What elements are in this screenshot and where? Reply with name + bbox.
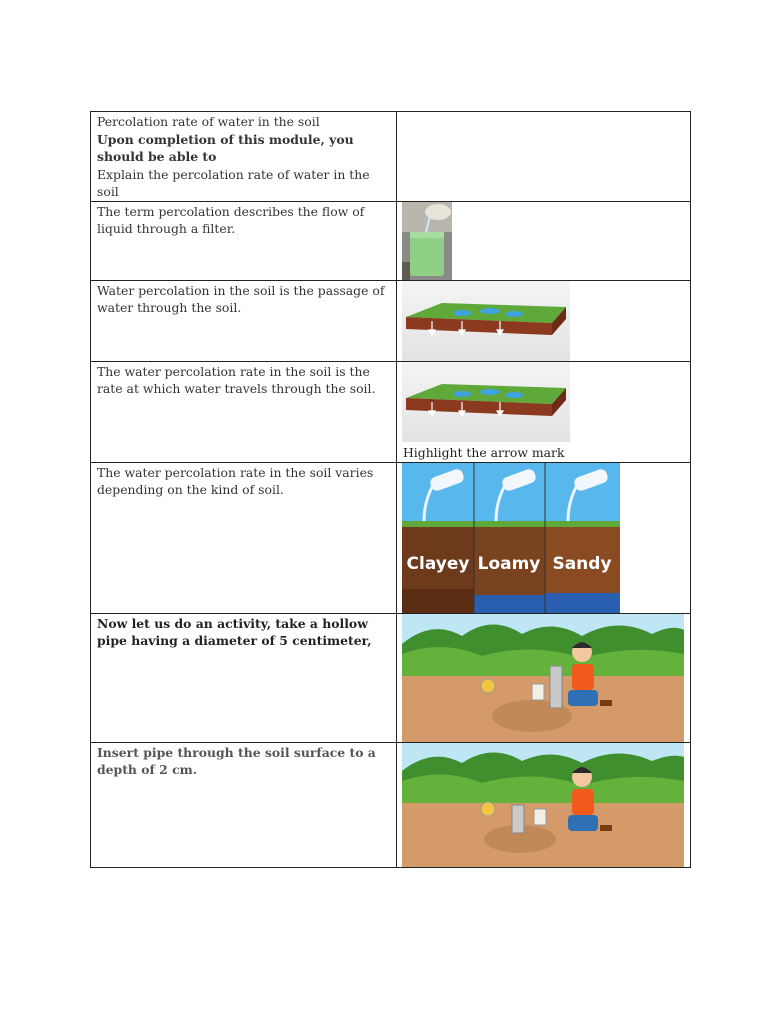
media-cell: [397, 742, 691, 867]
soil-variation-text: The water percolation rate in the soil varies depending on the kind of soil.: [97, 464, 374, 497]
media-cell: [397, 361, 691, 462]
insert-pipe-instruction: Insert pipe through the soil surface to a depth of 2 cm.: [97, 744, 376, 777]
clayey-panel: [402, 463, 474, 613]
text-cell: [91, 462, 397, 613]
percolation-soil-text: Water percolation in the soil is the passage of water through the soil.: [97, 282, 385, 315]
percolation-definition: The term percolation describes the flow of liquid through a filter.: [97, 203, 365, 236]
objective-heading: Upon completion of this module, you should be able to: [97, 131, 354, 164]
table-row: [91, 201, 691, 280]
table-row: [91, 112, 691, 202]
table-row: [91, 462, 691, 613]
table-row: [91, 280, 691, 361]
soil-block-arrows-illustration: [402, 281, 570, 361]
media-cell: [397, 201, 691, 280]
soil-label-loamy: Loamy: [477, 553, 541, 574]
objective-text: Explain the percolation rate of water in the soil: [97, 166, 370, 199]
soil-label-clayey: Clayey: [406, 553, 470, 574]
text-cell: [91, 361, 397, 462]
table-row: [91, 361, 691, 462]
storyboard-table: [90, 111, 691, 868]
media-cell: [397, 280, 691, 361]
activity-instruction: Now let us do an activity, take a hollow pipe having a diameter of 5 centimeter,: [97, 615, 372, 648]
caption-highlight-arrow: Highlight the arrow mark: [403, 445, 565, 460]
loamy-panel: [474, 463, 545, 613]
text-cell: [91, 201, 397, 280]
table-row: [91, 742, 691, 867]
soil-block-arrows-illustration: [402, 362, 570, 442]
sponge-pouring-photo: [402, 202, 452, 280]
boy-with-pipe-scene-1: [402, 614, 684, 742]
text-cell: [91, 742, 397, 867]
module-title: Percolation rate of water in the soil: [97, 114, 320, 129]
soil-types-comparison: [402, 463, 620, 613]
objective-cell: [91, 112, 397, 202]
sandy-panel: [545, 463, 620, 613]
table-row: [91, 613, 691, 742]
empty-media-cell: [397, 112, 691, 202]
soil-label-sandy: Sandy: [552, 553, 612, 574]
percolation-rate-text: The water percolation rate in the soil is the rate at which water travels through the soil.: [97, 363, 376, 396]
media-cell: [397, 613, 691, 742]
media-cell: [397, 462, 691, 613]
boy-with-pipe-scene-2: [402, 743, 684, 867]
text-cell: [91, 613, 397, 742]
text-cell: [91, 280, 397, 361]
